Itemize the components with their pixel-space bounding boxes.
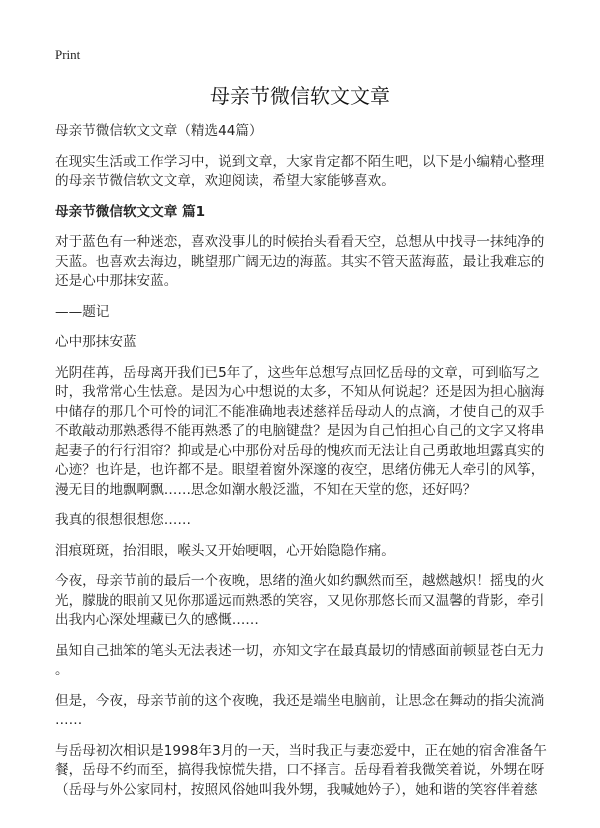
paragraph: [55, 692, 545, 731]
text-line: 餐，岳母不约而至，搞得我惊慌失措，口不择言。岳母看着我微笑着说，外甥在呀: [55, 762, 545, 778]
text-line: 的母亲节微信软文文章，欢迎阅读，希望大家能够喜欢。: [55, 173, 395, 189]
text-line: 起妻子的行行泪帘？抑或是心中那份对岳母的愧疚而无法让自己勇敢地坦露真实的: [55, 442, 545, 459]
paragraph: [55, 642, 545, 681]
text-line: 光，朦胧的眼前又见你那遥远而熟悉的笑容，又见你那悠长而又温馨的背影，牵引: [55, 592, 545, 609]
text-line: 时，我常常心生怯意。是因为心中想说的太多，不知从何说起？还是因为担心脑海: [55, 384, 545, 400]
text-line: ……: [55, 712, 83, 728]
text-line: 漫无目的地飘啊飘……思念如潮水般泛滥，不知在天堂的您，还好吗？: [55, 481, 477, 498]
page-title: 母亲节微信软文文章: [210, 84, 390, 108]
text-line: 。: [55, 662, 69, 678]
paragraph: [55, 303, 545, 323]
text-line: 但是，今夜，母亲节前的这个夜晚，我还是端坐电脑前，让思念在舞动的指尖流淌: [55, 692, 545, 709]
text-line: 天蓝。也喜欢去海边，眺望那广阔无边的海蓝。其实不管天蓝海蓝，最让我难忘的: [55, 253, 545, 270]
text-line: 心中那抹安蓝: [55, 334, 137, 350]
paragraph: [55, 742, 545, 801]
paragraphs: [55, 233, 545, 800]
paragraph: [55, 511, 545, 531]
text-line: 还是心中那抹安蓝。: [55, 273, 178, 289]
text-line: 与岳母初次相识是1998年3月的一天，当时我正与妻恋爱中，正在她的宿舍准备午: [55, 742, 547, 759]
print-link[interactable]: Print: [55, 47, 81, 62]
text-line: 对于蓝色有一种迷恋，喜欢没事儿的时候抬头看看天空，总想从中找寻一抹纯净的: [55, 234, 545, 250]
text-line: 泪痕斑斑，抬泪眼，喉头又开始哽咽，心开始隐隐作痛。: [55, 542, 395, 559]
text-line: ——题记: [55, 303, 110, 320]
paragraph: [55, 542, 545, 562]
paragraph: [55, 572, 545, 631]
subtitle: 母亲节微信软文文章（精选44篇）: [55, 123, 263, 139]
text-line: 出我内心深处埋藏已久的感慨……: [55, 612, 259, 628]
text-line: 今夜，母亲节前的最后一个夜晚，思绪的渔火如约飘然而至，越燃越炽！摇曳的火: [55, 573, 545, 589]
text-line: 虽知自己拙笨的笔头无法表述一切，亦知文字在最真最切的情感面前顿显苍白无力: [55, 642, 545, 659]
text-line: 在现实生活或工作学习中，说到文章，大家肯定都不陌生吧，以下是小编精心整理: [55, 153, 545, 170]
text-line: 我真的很想很想您……: [55, 512, 191, 528]
intro-paragraph: [55, 153, 545, 192]
text-line: 光阴荏苒，岳母离开我们已5年了，这些年总想写点回忆岳母的文章，可到临写之: [55, 364, 540, 381]
text-line: 不敢敲动那熟悉得不能再熟悉了的电脑键盘？是因为自己怕担心自己的文字又将串: [55, 423, 545, 439]
text-line: （岳母与外公家同村，按照风俗她叫我外甥，我喊她妗子），她和谐的笑容伴着慈: [55, 781, 538, 798]
article-body: [55, 122, 545, 811]
paragraph: [55, 364, 545, 501]
text-line: 中储存的那几个可怜的词汇不能准确地表述慈祥岳母动人的点滴，才使自己的双手: [55, 403, 545, 420]
text-line: 心迹？也许是，也许都不是。眼望着窗外深邃的夜空，思绪仿佛无人牵引的风筝，: [55, 462, 545, 478]
paragraph: [55, 333, 545, 353]
section-heading: 母亲节微信软文文章 篇1: [55, 203, 206, 220]
paragraph: [55, 233, 545, 292]
